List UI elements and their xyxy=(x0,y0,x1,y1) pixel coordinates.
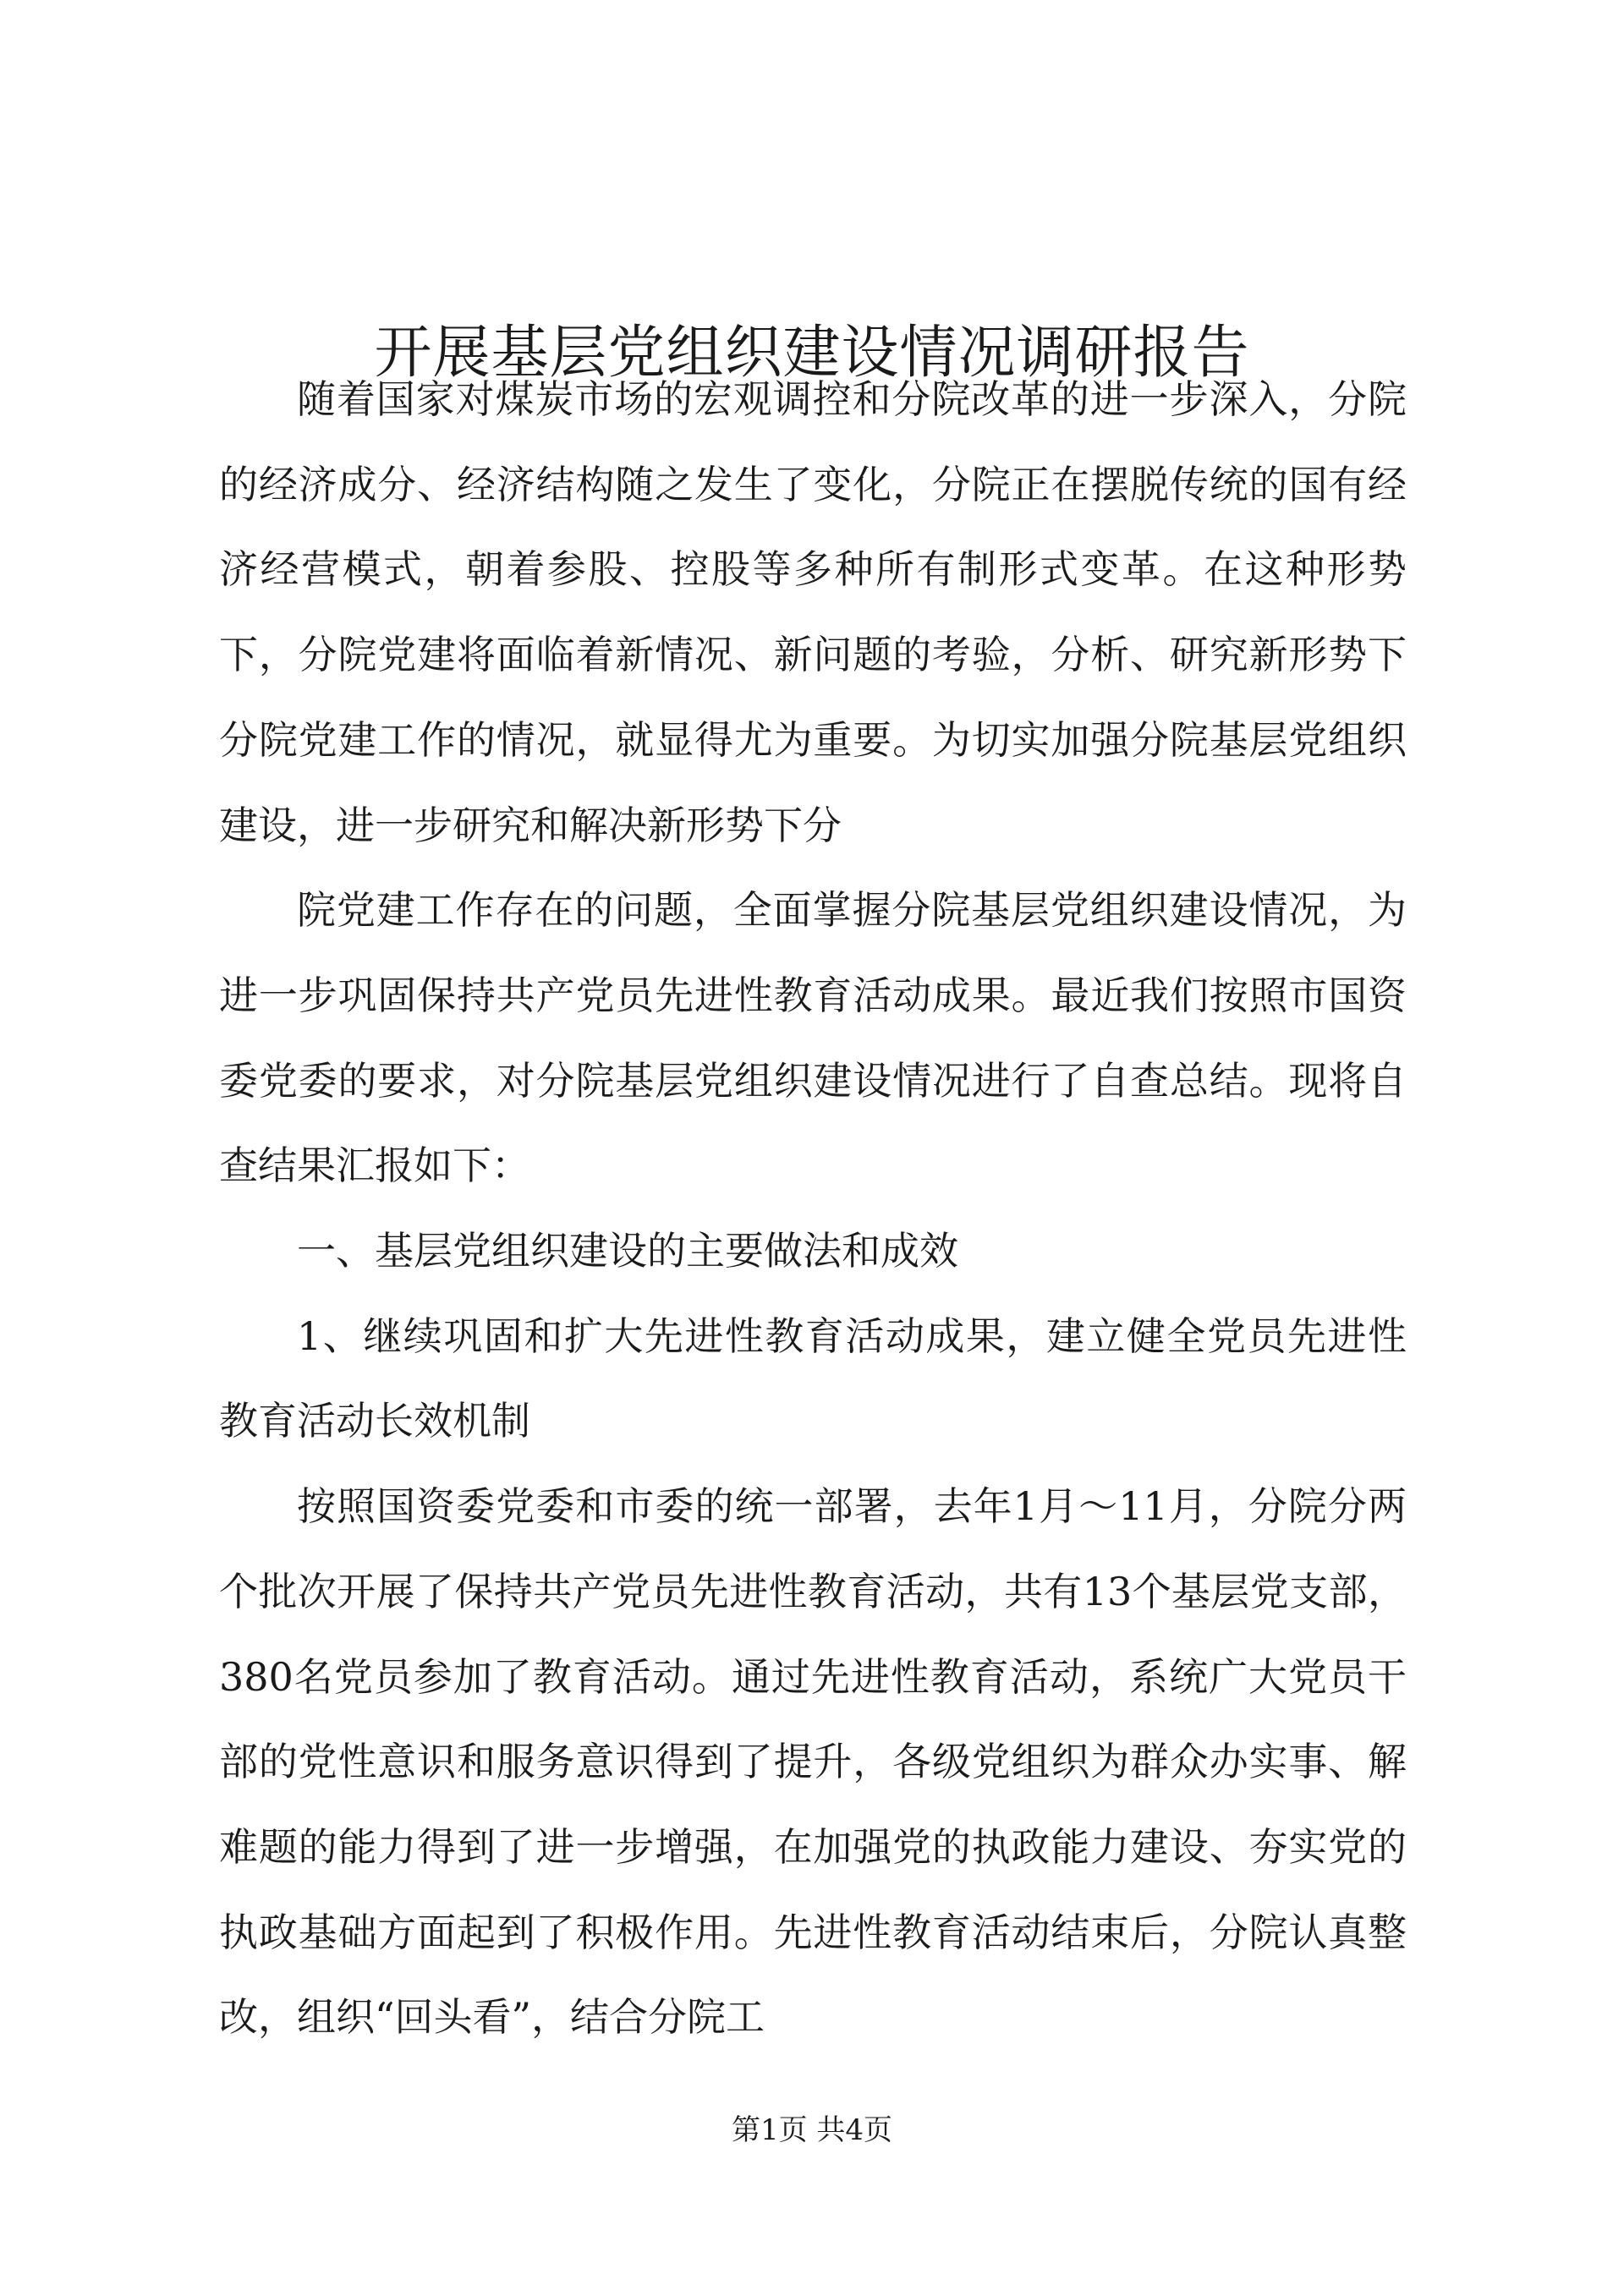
document-body xyxy=(219,357,1407,2060)
paragraph-activities: 按照国资委党委和市委的统一部署，去年1月～11月，分院分两个批次开展了保持共产党员先进性教育活动，共有13个基层党支部，380名党员参加了教育活动。通过先进性教育活动，系统广大党员干部的党性意识和服务意识得到了提升，各级党组织为群众办实事、解难题的能力得到了进一步增强，在加强党的执政能力建设、夯实党的执政基础方面起到了积极作用。先进性教育活动结束后，分院认真整改，组织“回头看”，结合分院工 xyxy=(219,1483,1407,2041)
page-footer: 第1页 共4页 xyxy=(731,2113,893,2147)
section-heading: 一、基层党组织建设的主要做法和成效 xyxy=(297,1228,958,1274)
subsection-heading: 1、继续巩固和扩大先进性教育活动成果，建立健全党员先进性教育活动长效机制 xyxy=(219,1312,1407,1444)
paragraph-intro: 随着国家对煤炭市场的宏观调控和分院改革的进一步深入，分院的经济成分、经济结构随之发生了变化，分院正在摆脱传统的国有经济经营模式，朝着参股、控股等多种所有制形式变革。在这种形势下，分院党建将面临着新情况、新问题的考验，分析、研究新形势下分院党建工作的情况，就显得尤为重要。为切实加强分院基层党组织建设，进一步研究和解决新形势下分 xyxy=(219,376,1407,848)
paragraph-purpose: 院党建工作存在的问题，全面掌握分院基层党组织建设情况，为进一步巩固保持共产党员先进性教育活动成果。最近我们按照市国资委党委的要求，对分院基层党组织建设情况进行了自查总结。现将自查结果汇报如下： xyxy=(219,887,1407,1189)
document-title: 开展基层党组织建设情况调研报告 xyxy=(374,319,1250,386)
